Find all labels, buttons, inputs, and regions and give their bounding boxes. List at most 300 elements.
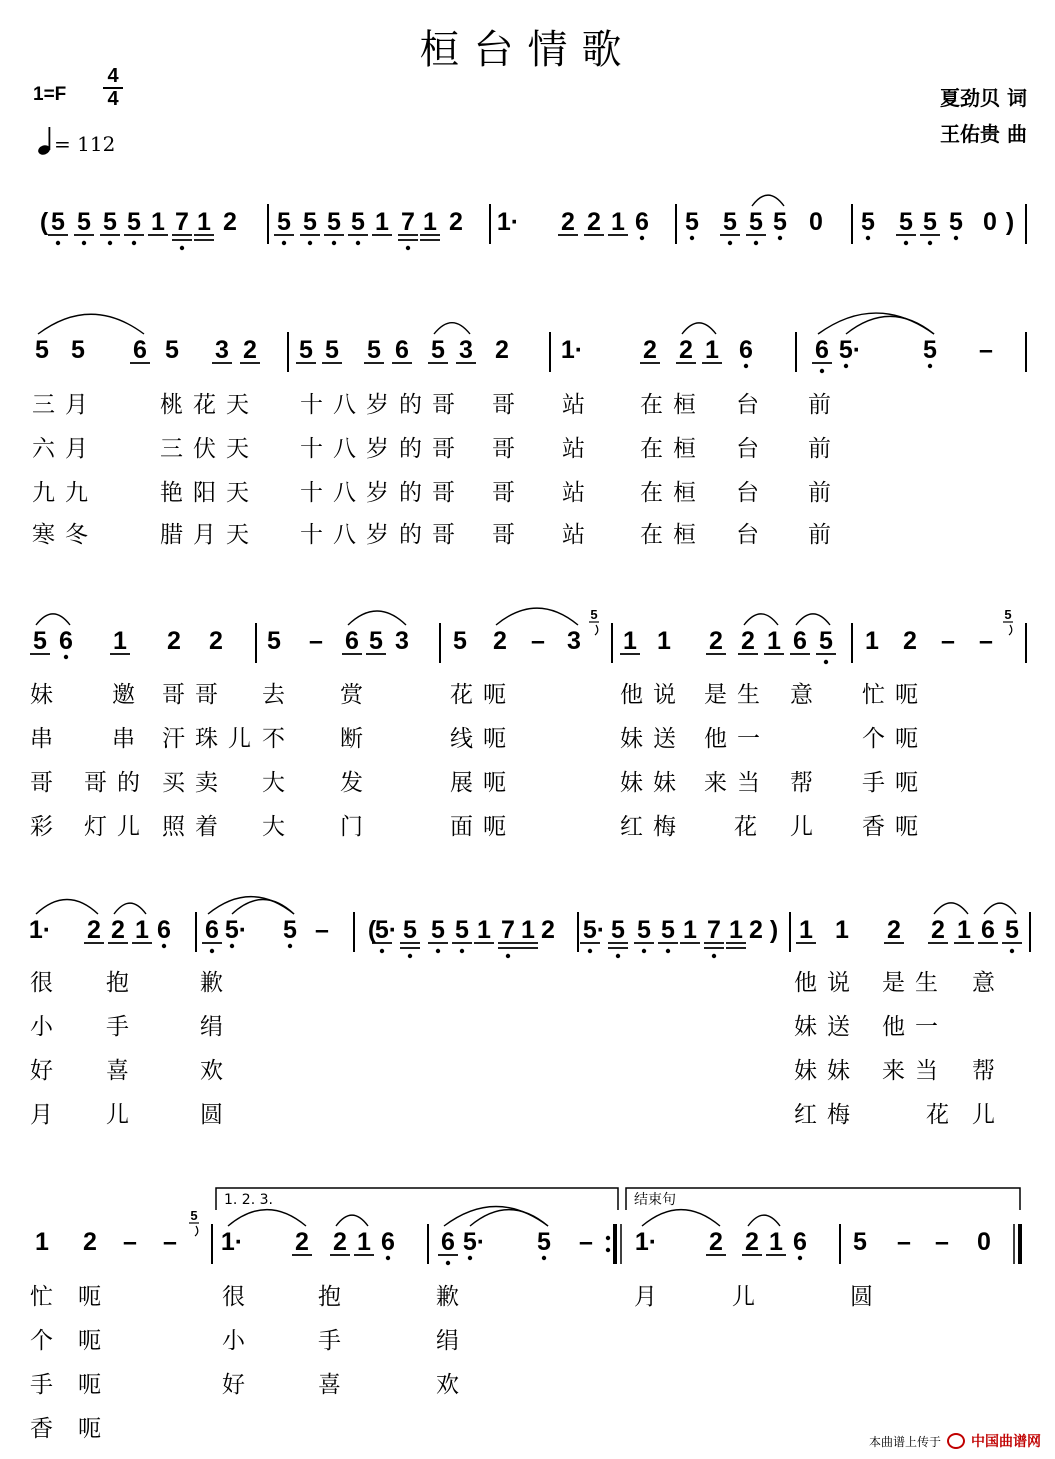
lyric-text: 台 (736, 392, 769, 418)
lyric-text: 妹妹 (620, 770, 686, 796)
site-logo-icon (947, 1433, 965, 1449)
lyric-text: 三月 (32, 392, 98, 418)
note: 1· (28, 916, 52, 944)
lyric-text: 面呃 (450, 814, 516, 840)
note: – (897, 1228, 911, 1256)
lyric-text: 红梅 (794, 1102, 860, 1128)
lyric-text: 他说 (794, 970, 860, 996)
note: 5 (351, 208, 365, 236)
note: 6 (205, 916, 219, 944)
note: 1· (220, 1228, 244, 1256)
note: 5 (325, 336, 339, 364)
note: 5 (77, 208, 91, 236)
lyric-text: 站 (562, 436, 595, 462)
lyric-text: 串 (30, 726, 63, 752)
slur (752, 195, 784, 206)
lyric-text: 抱 (318, 1284, 351, 1310)
note: 5 (367, 336, 381, 364)
note: 5 (299, 336, 313, 364)
note: 5 (1005, 916, 1019, 944)
note: 2 (295, 1228, 309, 1256)
lyric-text: 他一 (704, 726, 770, 752)
note: – (123, 1228, 137, 1256)
lyric-text: 花呃 (450, 682, 516, 708)
lyric-text: 圆 (850, 1284, 883, 1310)
note: 5 (853, 1228, 867, 1256)
lyric-text: 喜 (318, 1372, 351, 1398)
note: 5 (899, 208, 913, 236)
lyricist: 夏劲贝 词 (940, 86, 1027, 110)
lyric-text: 手呃 (862, 770, 928, 796)
octave-dot (928, 364, 932, 368)
note: 5 (537, 1228, 551, 1256)
note: 5 (403, 916, 417, 944)
lyric-text: 香 (30, 1416, 63, 1442)
lyric-text: 小 (30, 1014, 63, 1040)
note: 1 (957, 916, 971, 944)
slur (642, 1210, 720, 1226)
volta-label: 结束句 (634, 1192, 676, 1208)
score-title: 桓台情歌 (419, 27, 636, 73)
slur (232, 900, 294, 914)
note: 7 (501, 916, 515, 944)
note: – (979, 627, 993, 655)
lyric-text: 在桓 (640, 392, 706, 418)
note: 2 (493, 627, 507, 655)
lyric-text: 欢 (436, 1372, 469, 1398)
note: 6 (381, 1228, 395, 1256)
note: 1 (835, 916, 849, 944)
note: 2 (709, 1228, 723, 1256)
lyric-text: 手 (30, 1372, 63, 1398)
slur (682, 323, 716, 334)
octave-dot (824, 660, 828, 664)
note: 5 (949, 208, 963, 236)
slur (984, 903, 1016, 914)
lyric-text: 是生 (704, 682, 770, 708)
octave-dot (506, 954, 510, 958)
note: 5· (838, 336, 862, 364)
composer: 王佑贵 曲 (940, 122, 1027, 146)
lyric-text: 哥哥 (162, 682, 228, 708)
lyric-text: 腊月天 (160, 522, 259, 548)
slur (38, 314, 144, 334)
note: 1· (560, 336, 584, 364)
note: 2 (679, 336, 693, 364)
note: 5 (33, 627, 47, 655)
lyric-text: 前 (808, 522, 841, 548)
note: 2 (495, 336, 509, 364)
lyric-text: 十八岁的哥 (300, 436, 465, 462)
lyric-text: 儿 (790, 814, 823, 840)
octave-dot (406, 246, 410, 250)
lyric-text: 台 (736, 436, 769, 462)
lyric-text: 很 (30, 970, 63, 996)
note: 5 (103, 208, 117, 236)
note: – (309, 627, 323, 655)
grace-note: 5 (590, 607, 598, 622)
lyric-text: 红梅 (620, 814, 686, 840)
footer (869, 1431, 1041, 1451)
note: ) (1005, 208, 1015, 236)
note: 2 (449, 208, 463, 236)
octave-dot (778, 236, 782, 240)
octave-dot (844, 364, 848, 368)
lyric-text: 手 (106, 1014, 139, 1040)
note: 6 (635, 208, 649, 236)
note: 1 (477, 916, 491, 944)
note: 0 (983, 208, 997, 236)
lyric-text: 十八岁的哥 (300, 392, 465, 418)
octave-dot (132, 241, 136, 245)
lyric-text: 赏 (340, 682, 373, 708)
octave-dot (712, 954, 716, 958)
note: – (315, 916, 329, 944)
note: 7 (175, 208, 189, 236)
site-name: 中国曲谱网 (971, 1434, 1041, 1450)
lyric-text: 九九 (32, 480, 98, 506)
note: 0 (809, 208, 823, 236)
note: 1 (767, 627, 781, 655)
lyric-text: 台 (736, 522, 769, 548)
octave-dot (798, 1256, 802, 1260)
time-signature-bottom: 4 (107, 88, 119, 110)
note: 5 (277, 208, 291, 236)
octave-dot (690, 236, 694, 240)
note: 2 (111, 916, 125, 944)
note: 5 (71, 336, 85, 364)
octave-dot (1010, 949, 1014, 953)
note: 6 (793, 1228, 807, 1256)
note: 2 (541, 916, 555, 944)
note: 1 (357, 1228, 371, 1256)
note: 6 (815, 336, 829, 364)
lyric-text: 歉 (200, 970, 233, 996)
note: 3 (567, 627, 581, 655)
note: 2 (643, 336, 657, 364)
lyric-text: 妹妹 (794, 1058, 860, 1084)
slur (496, 608, 578, 625)
octave-dot (162, 944, 166, 948)
lyric-text: 串 (112, 726, 145, 752)
score-line (30, 607, 1026, 664)
note: 6 (59, 627, 73, 655)
score-line (40, 195, 1026, 250)
note: 5 (637, 916, 651, 944)
note: 1 (729, 916, 743, 944)
key-signature: 1=F (33, 84, 67, 105)
note: – (579, 1228, 593, 1256)
lyric-text: 个 (30, 1328, 63, 1354)
note: 3 (459, 336, 473, 364)
lyric-text: 照着 (162, 814, 228, 840)
repeat-dot (606, 1236, 610, 1240)
note: 2 (741, 627, 755, 655)
octave-dot (436, 949, 440, 953)
note: 1 (611, 208, 625, 236)
note: 2 (749, 916, 763, 944)
lyric-text: 抱 (106, 970, 139, 996)
octave-dot (230, 944, 234, 948)
note: 6 (441, 1228, 455, 1256)
note: 1 (657, 627, 671, 655)
note: 6 (345, 627, 359, 655)
note: 2 (561, 208, 575, 236)
slur (846, 316, 934, 334)
octave-dot (288, 944, 292, 948)
octave-dot (754, 241, 758, 245)
lyric-text: 前 (808, 436, 841, 462)
lyric-text: 花 (734, 814, 767, 840)
note: ( (39, 208, 49, 236)
octave-dot (180, 246, 184, 250)
lyric-text: 大 (262, 770, 295, 796)
lyric-text: 在桓 (640, 436, 706, 462)
lyric-text: 是生 (882, 970, 948, 996)
lyric-text: 哥 (30, 770, 63, 796)
lyric-text: 艳阳天 (160, 480, 259, 506)
octave-dot (904, 241, 908, 245)
note: 1 (521, 916, 535, 944)
octave-dot (108, 241, 112, 245)
lyric-text: 来当 (882, 1058, 948, 1084)
note: 1 (35, 1228, 49, 1256)
lyric-text: 发 (340, 770, 373, 796)
lyric-text: 展呃 (450, 770, 516, 796)
tempo-value: = 112 (54, 132, 116, 156)
grace-slur (595, 625, 598, 635)
note: 1 (151, 208, 165, 236)
note: 2 (167, 627, 181, 655)
note: 1 (799, 916, 813, 944)
slur (36, 614, 70, 625)
note: 1 (423, 208, 437, 236)
slur (934, 903, 968, 914)
lyric-text: 好 (30, 1058, 63, 1084)
octave-dot (642, 949, 646, 953)
lyric-text: 个呃 (862, 726, 928, 752)
lyric-text: 他一 (882, 1014, 948, 1040)
lyric-text: 绢 (436, 1328, 469, 1354)
note: 5 (453, 627, 467, 655)
lyric-text: 来当 (704, 770, 770, 796)
slur (36, 900, 98, 914)
lyric-text: 大 (262, 814, 295, 840)
lyric-text: 香呃 (862, 814, 928, 840)
slur (336, 1215, 368, 1226)
note: 6 (395, 336, 409, 364)
lyric-text: 哥的 (84, 770, 150, 796)
lyric-text: 歉 (436, 1284, 469, 1310)
lyric-text: 忙 (30, 1284, 63, 1310)
octave-dot (820, 369, 824, 373)
note: 1 (623, 627, 637, 655)
note: 1 (865, 627, 879, 655)
grace-note: 5 (1004, 607, 1012, 622)
octave-dot (446, 1261, 450, 1265)
note: 5 (267, 627, 281, 655)
note: 1 (705, 336, 719, 364)
note: 5 (723, 208, 737, 236)
note: 2 (333, 1228, 347, 1256)
lyric-text: 站 (562, 392, 595, 418)
note: 5 (35, 336, 49, 364)
lyric-text: 寒冬 (32, 522, 98, 548)
time-signature-top: 4 (107, 65, 119, 87)
lyric-text: 儿 (972, 1102, 1005, 1128)
octave-dot (380, 949, 384, 953)
lyric-text: 灯儿 (84, 814, 150, 840)
lyric-text: 哥 (492, 480, 525, 506)
slur (434, 323, 470, 334)
slur (796, 614, 830, 625)
octave-dot (332, 241, 336, 245)
slur (470, 1210, 548, 1226)
octave-dot (64, 655, 68, 659)
note: – (935, 1228, 949, 1256)
lyric-text: 花 (926, 1102, 959, 1128)
note: 3 (215, 336, 229, 364)
note: 2 (709, 627, 723, 655)
note: ( (367, 916, 377, 944)
note: 5 (819, 627, 833, 655)
note: 2 (87, 916, 101, 944)
lyric-text: 喜 (106, 1058, 139, 1084)
note: 6 (793, 627, 807, 655)
octave-dot (82, 241, 86, 245)
note: 5 (861, 208, 875, 236)
lyric-text: 帮 (790, 770, 823, 796)
lyric-text: 好 (222, 1372, 255, 1398)
lyric-text: 绢 (200, 1014, 233, 1040)
lyric-text: 妹送 (794, 1014, 860, 1040)
lyric-text: 呃 (78, 1328, 111, 1354)
octave-dot (386, 1256, 390, 1260)
lyric-text: 门 (340, 814, 373, 840)
lyric-text: 线呃 (450, 726, 516, 752)
lyric-text: 月 (30, 1102, 63, 1128)
lyric-text: 十八岁的哥 (300, 480, 465, 506)
grace-slur (1009, 625, 1012, 635)
octave-dot (616, 954, 620, 958)
lyric-text: 站 (562, 522, 595, 548)
volta-label: 1. 2. 3. (224, 1192, 273, 1208)
octave-dot (666, 949, 670, 953)
octave-dot (640, 236, 644, 240)
lyric-text: 妹 (30, 682, 63, 708)
note: 5· (224, 916, 248, 944)
volta-bracket (626, 1188, 1020, 1210)
octave-dot (408, 954, 412, 958)
note: 6 (133, 336, 147, 364)
note: 5 (455, 916, 469, 944)
note: 6 (157, 916, 171, 944)
note: 2 (209, 627, 223, 655)
slur (748, 1215, 780, 1226)
lyric-text: 在桓 (640, 480, 706, 506)
lyric-text: 呃 (78, 1416, 111, 1442)
lyric-text: 意 (790, 682, 823, 708)
note: 5 (283, 916, 297, 944)
note: 1· (496, 208, 520, 236)
note: – (531, 627, 545, 655)
slur (744, 614, 778, 625)
lyric-text: 站 (562, 480, 595, 506)
octave-dot (210, 949, 214, 953)
note: 2 (223, 208, 237, 236)
lyric-text: 手 (318, 1328, 351, 1354)
lyric-text: 去 (262, 682, 295, 708)
octave-dot (468, 1256, 472, 1260)
note: 1 (683, 916, 697, 944)
note: 7 (401, 208, 415, 236)
lyric-text: 三伏天 (160, 436, 259, 462)
grace-slur (195, 1226, 198, 1236)
note: 0 (977, 1228, 991, 1256)
note: 6 (981, 916, 995, 944)
lyric-text: 哥 (492, 522, 525, 548)
note: – (941, 627, 955, 655)
lyric-text: 买卖 (162, 770, 228, 796)
note: 2 (745, 1228, 759, 1256)
note: 5 (749, 208, 763, 236)
note: 1 (197, 208, 211, 236)
lyric-text: 儿 (106, 1102, 139, 1128)
note: 5 (127, 208, 141, 236)
repeat-dot (606, 1248, 610, 1252)
lyric-text: 彩 (30, 814, 63, 840)
note: 5 (685, 208, 699, 236)
note: 1 (375, 208, 389, 236)
octave-dot (56, 241, 60, 245)
note: 6 (739, 336, 753, 364)
lyric-text: 他说 (620, 682, 686, 708)
final-barline (1018, 1224, 1022, 1264)
note: 5 (923, 208, 937, 236)
note: – (979, 336, 993, 364)
lyric-text: 呃 (78, 1284, 111, 1310)
note: 5 (431, 916, 445, 944)
volta-bracket (216, 1188, 618, 1210)
score-line (29, 897, 1030, 959)
note: 5 (431, 336, 445, 364)
note: 1 (113, 627, 127, 655)
octave-dot (542, 1256, 546, 1260)
note: 1 (135, 916, 149, 944)
note: 5 (369, 627, 383, 655)
lyric-text: 桃花天 (160, 392, 259, 418)
footer-text: 本曲谱上传于 (868, 1434, 941, 1449)
lyric-text: 圆 (200, 1102, 233, 1128)
note: 1 (769, 1228, 783, 1256)
lyric-text: 月 (634, 1284, 667, 1310)
lyric-text: 小 (222, 1328, 255, 1354)
note: 1· (634, 1228, 658, 1256)
note: 2 (931, 916, 945, 944)
grace-note: 5 (190, 1208, 198, 1223)
note: 5 (661, 916, 675, 944)
note: 5 (611, 916, 625, 944)
octave-dot (588, 949, 592, 953)
slur (114, 903, 146, 914)
note: 5 (303, 208, 317, 236)
note: 2 (83, 1228, 97, 1256)
lyric-text: 汗珠儿 (162, 726, 261, 752)
octave-dot (728, 241, 732, 245)
lyric-text: 台 (736, 480, 769, 506)
note: 5 (327, 208, 341, 236)
note: 5 (51, 208, 65, 236)
